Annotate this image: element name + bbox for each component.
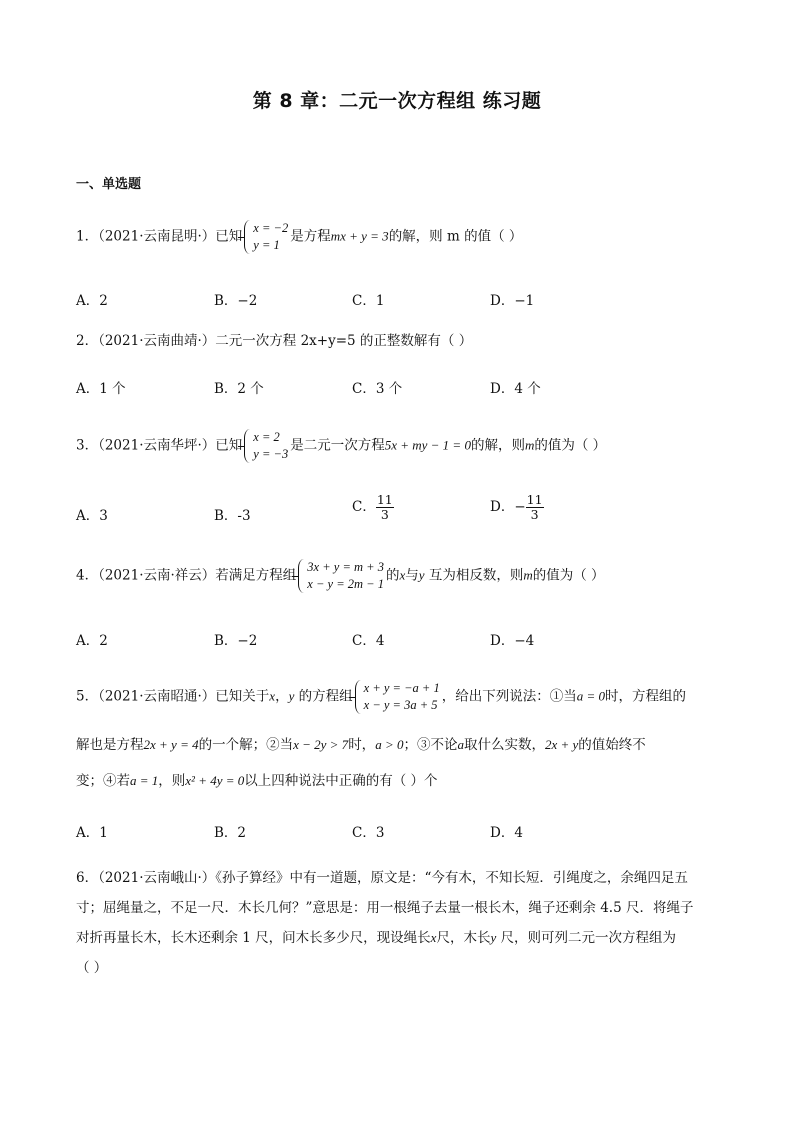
question-4: 4．（2021·云南·祥云）若满足方程组 3x + y = m + 3 x − y = 2m − 1 的x与y 互为相反数，则m的值为（ ） [76, 560, 605, 591]
question-6-line-2: 寸；屈绳量之，不足一尺．木长几何？”意思是：用一根绳子去量一根长木，绳子还剩余 4.5 尺．将绳子 [76, 900, 694, 916]
q1-option-b[interactable]: B．−2 [214, 293, 258, 309]
q4-option-b[interactable]: B．−2 [214, 633, 258, 649]
question-6-line-4: （ ） [76, 960, 108, 976]
q1-prefix: 1．（2021·云南昆明·）已知 [76, 228, 243, 245]
q5-option-b[interactable]: B．2 [214, 825, 247, 841]
q3-fraction-d: $\frac{11}{3}$ [526, 492, 543, 522]
question-1: 1．（2021·云南昆明·）已知 x = −2 y = 1 是方程mx + y = 3的解，则 m 的值（ ） [76, 221, 523, 252]
q5-option-d[interactable]: D．4 [490, 825, 523, 841]
question-5-line-3: 变；④若a = 1，则x² + 4y = 0以上四种说法中正确的有（ ）个 [76, 773, 438, 789]
q2-option-d[interactable]: D．4 个 [490, 381, 541, 397]
q3-fraction-c: $\frac{11}{3}$ [376, 492, 393, 522]
q5-option-a[interactable]: A．1 [76, 825, 108, 841]
q2-option-a[interactable]: A．1 个 [76, 381, 126, 397]
q2-option-b[interactable]: B．2 个 [214, 381, 264, 397]
question-6-line-3: 对折再量长木，长木还剩余 1 尺，问木长多少尺，现设绳长x尺，木长y 尺，则可列二元一次方程组为 [76, 930, 677, 946]
question-2: 2．（2021·云南曲靖·）二元一次方程 2x+y=5 的正整数解有（ ） [76, 333, 473, 349]
q1-option-c[interactable]: C．1 [352, 293, 385, 309]
q1-system: x = −2 y = 1 [244, 220, 288, 254]
q3-option-c[interactable]: C． $\frac{11}{3}$ [352, 492, 393, 522]
page-title: 第 8 章：二元一次方程组 练习题 [252, 90, 542, 112]
q5-option-c[interactable]: C．3 [352, 825, 385, 841]
q4-option-c[interactable]: C．4 [352, 633, 385, 649]
q3-option-d[interactable]: D．− $\frac{11}{3}$ [490, 492, 543, 522]
question-5-line-1: 5．（2021·云南昭通·）已知关于x，y 的方程组 x + y = −a + 1 x − y = 3a + 5 ，给出下列说法：①当a = 0时，方程组的 [76, 681, 687, 712]
q5-system: x + y = −a + 1 x − y = 3a + 5 [355, 680, 440, 714]
q4-system: 3x + y = m + 3 x − y = 2m − 1 [298, 559, 384, 593]
q3-system: x = 2 y = −3 [244, 429, 288, 463]
q3-option-a[interactable]: A．3 [76, 508, 108, 524]
q3-equation: 5x + my − 1 = 0 [384, 437, 471, 453]
q4-option-a[interactable]: A．2 [76, 633, 108, 649]
q4-option-d[interactable]: D．−4 [490, 633, 535, 649]
question-3: 3．（2021·云南华坪·）已知 x = 2 y = −3 是二元一次方程5x + my − 1 = 0的解，则m的值为（ ） [76, 430, 607, 461]
q1-option-d[interactable]: D．−1 [490, 293, 535, 309]
q2-option-c[interactable]: C．3 个 [352, 381, 403, 397]
q3-option-b[interactable]: B．-3 [214, 508, 251, 524]
q1-option-a[interactable]: A．2 [76, 293, 108, 309]
section-heading: 一、单选题 [76, 177, 142, 192]
question-5-line-2: 解也是方程2x + y = 4的一个解；②当x − 2y > 7时，a > 0；③不论a取什么实数，2x + y的值始终不 [76, 737, 646, 753]
question-6-line-1: 6．（2021·云南峨山·）《孙子算经》中有一道题，原文是：“今有木，不知长短．引绳度之，余绳四足五 [76, 870, 688, 886]
q1-equation: mx + y = 3 [330, 228, 389, 244]
